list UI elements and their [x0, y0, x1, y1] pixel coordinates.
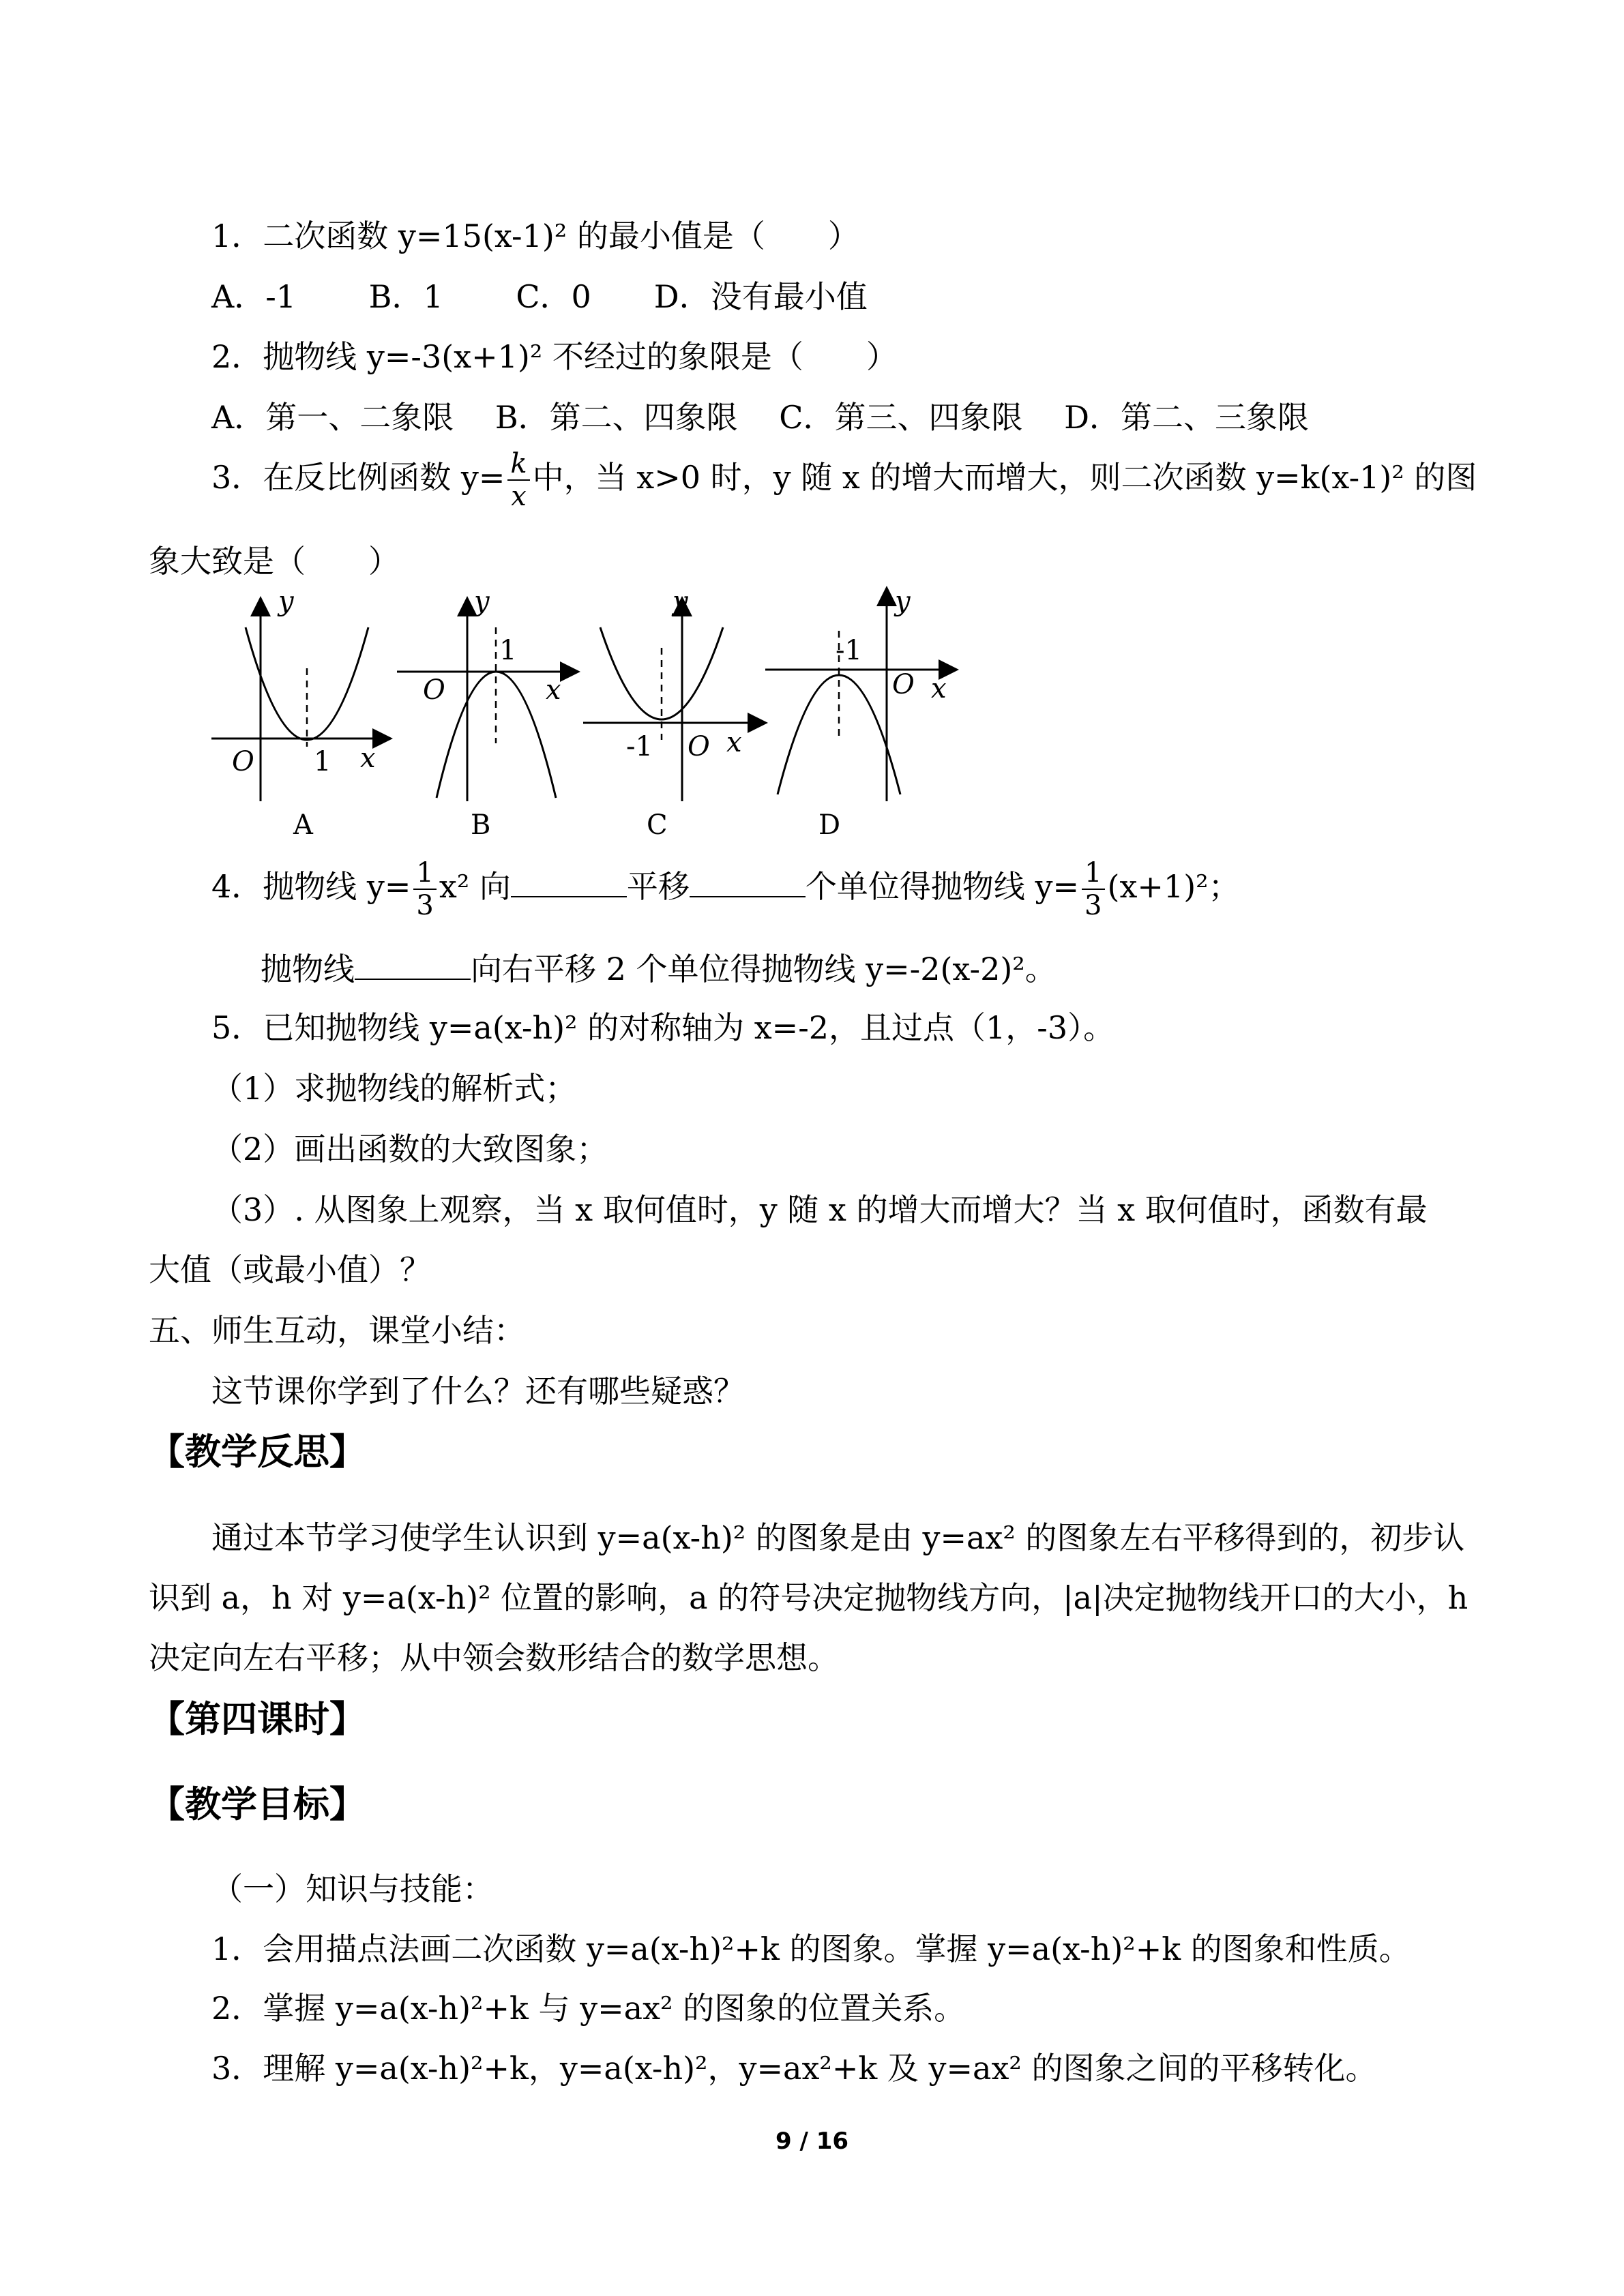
graph-c-label: C	[647, 809, 668, 841]
q3-stem-cont: 象大致是（ ）	[149, 543, 400, 580]
goals-item1: 1．会用描点法画二次函数 y=a(x-h)²+k 的图象。掌握 y=a(x-h)²+k 的图象和性质。	[211, 1930, 1411, 1967]
q4-p5: (x+1)²；	[1107, 868, 1240, 905]
q4-frac2-num: 1	[1082, 857, 1104, 890]
page-number: 9 / 16	[775, 2128, 849, 2155]
graph-b-x-label: x	[546, 674, 561, 706]
q4-p3: 平移	[626, 868, 690, 905]
q3-stem-before: 3．在反比例函数 y=	[211, 459, 505, 496]
graph-d-origin-label: O	[892, 669, 915, 700]
reflection-line1: 通过本节学习使学生认识到 y=a(x-h)² 的图象是由 y=ax² 的图象左右平移得到的，初步认	[211, 1519, 1465, 1556]
goals-item3: 3．理解 y=a(x-h)²+k，y=a(x-h)²，y=ax²+k 及 y=ax² 的图象之间的平移转化。	[211, 2050, 1377, 2087]
q3-frac-den: x	[511, 481, 527, 512]
graph-a	[211, 586, 389, 841]
graph-c-x-label: x	[726, 727, 742, 758]
goals-heading: 【教学目标】	[149, 1784, 366, 1825]
lesson4-heading: 【第四课时】	[149, 1699, 366, 1740]
graph-d-y-label: y	[895, 586, 911, 617]
q3-graphs	[205, 583, 969, 842]
q5-sub2: （2）画出函数的大致图象；	[211, 1131, 608, 1167]
section5-title: 五、师生互动，课堂小结：	[149, 1312, 525, 1349]
graph-d	[765, 586, 955, 841]
graph-c-origin-label: O	[688, 731, 710, 762]
q1-stem: 1．二次函数 y=15(x-1)² 的最小值是（ ）	[211, 218, 859, 254]
graph-a-y-label: y	[278, 586, 294, 617]
q3-frac-num: k	[510, 448, 527, 479]
goals-sub: （一）知识与技能：	[211, 1870, 494, 1907]
graph-d-tick-label: -1	[836, 635, 862, 666]
q3-stem	[211, 443, 1477, 512]
q2-options: A．第一、二象限 B．第二、四象限 C．第三、四象限 D．第二、三象限	[211, 399, 1309, 436]
graph-a-label: A	[293, 809, 313, 841]
q4-p2: x² 向	[439, 868, 511, 905]
q4-frac1-num: 1	[413, 857, 436, 890]
graph-a-origin-label: O	[232, 746, 254, 777]
graph-b-tick-label: 1	[499, 635, 517, 666]
reflection-heading: 【教学反思】	[149, 1431, 366, 1473]
q4-line2-a: 抛物线	[261, 951, 355, 987]
graph-b-origin-label: O	[423, 674, 445, 706]
graph-c-y-label: y	[673, 586, 688, 617]
q4-frac1	[413, 857, 436, 921]
q5-sub3: （3）. 从图象上观察，当 x 取何值时，y 随 x 的增大而增大？当 x 取何值时，函数有最	[211, 1191, 1428, 1228]
section5-body: 这节课你学到了什么？还有哪些疑惑？	[211, 1373, 745, 1410]
graph-d-x-label: x	[931, 673, 947, 704]
graph-b-label: B	[471, 809, 491, 841]
q5-stem: 5．已知抛物线 y=a(x-h)² 的对称轴为 x=-2，且过点（1，-3）。	[211, 1009, 1115, 1046]
graph-b-y-label: y	[474, 586, 490, 617]
graph-b	[397, 586, 576, 841]
q2-stem: 2．抛物线 y=-3(x+1)² 不经过的象限是（ ）	[211, 338, 898, 375]
reflection-line3: 决定向左右平移；从中领会数形结合的数学思想。	[149, 1639, 839, 1676]
q5-sub3-cont: 大值（或最小值）？	[149, 1251, 431, 1288]
reflection-line2: 识到 a，h 对 y=a(x-h)² 位置的影响，a 的符号决定抛物线方向，|a|决定抛物线开口的大小，h	[149, 1579, 1468, 1616]
graph-a-tick-label: 1	[314, 746, 331, 777]
q4-line1	[211, 852, 1240, 921]
q4-p4: 个单位得抛物线 y=	[805, 868, 1080, 905]
q4-line2-b: 向右平移 2 个单位得抛物线 y=-2(x-2)²。	[471, 951, 1057, 987]
q4-line2	[261, 949, 1057, 989]
graph-a-x-label: x	[360, 743, 376, 774]
q4-frac2	[1082, 857, 1104, 921]
q4-blank-units[interactable]	[690, 869, 806, 897]
q4-frac2-den: 3	[1084, 890, 1102, 921]
graph-c	[583, 586, 764, 841]
q4-blank-direction[interactable]	[511, 869, 627, 897]
graph-c-tick-label: -1	[626, 731, 653, 762]
graph-d-label: D	[818, 809, 841, 841]
q3-stem-after: 中，当 x>0 时，y 随 x 的增大而增大，则二次函数 y=k(x-1)² 的图	[532, 459, 1477, 496]
goals-item2: 2．掌握 y=a(x-h)²+k 与 y=ax² 的图象的位置关系。	[211, 1990, 966, 2027]
q4-frac1-den: 3	[416, 890, 434, 921]
q4-blank-parabola[interactable]	[355, 951, 471, 980]
q3-fraction	[507, 448, 529, 512]
q5-sub1: （1）求抛物线的解析式；	[211, 1070, 577, 1107]
q4-p1: 4．抛物线 y=	[211, 868, 411, 905]
q1-options: A．-1 B．1 C．0 D．没有最小值	[211, 278, 868, 315]
